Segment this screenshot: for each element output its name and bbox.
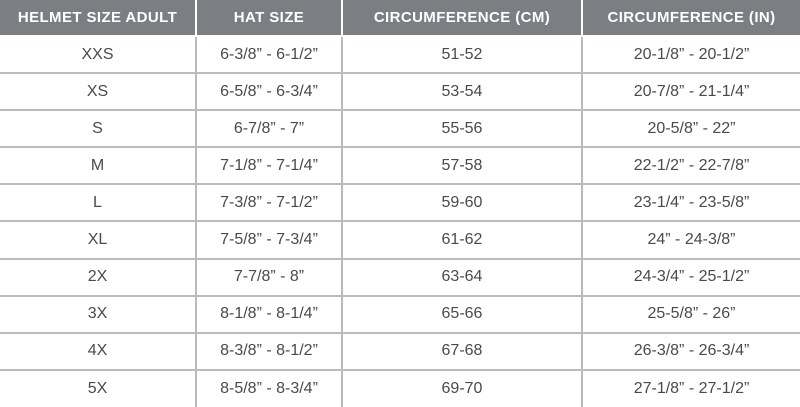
cell-helmet-size: XXS <box>0 36 196 73</box>
cell-helmet-size: 2X <box>0 259 196 296</box>
cell-circumference-in: 26-3/8” - 26-3/4” <box>582 333 800 370</box>
column-header-helmet-size-adult: HELMET SIZE ADULT <box>0 0 196 36</box>
cell-circumference-in: 24” - 24-3/8” <box>582 221 800 258</box>
cell-circumference-in: 20-1/8” - 20-1/2” <box>582 36 800 73</box>
cell-circumference-cm: 53-54 <box>342 73 582 110</box>
cell-circumference-in: 27-1/8” - 27-1/2” <box>582 370 800 407</box>
cell-hat-size: 7-7/8” - 8” <box>196 259 342 296</box>
table-row <box>0 36 800 73</box>
table-row <box>0 147 800 184</box>
cell-helmet-size: 3X <box>0 296 196 333</box>
table-row <box>0 184 800 221</box>
cell-circumference-in: 20-5/8” - 22” <box>582 110 800 147</box>
cell-circumference-cm: 59-60 <box>342 184 582 221</box>
cell-circumference-in: 23-1/4” - 23-5/8” <box>582 184 800 221</box>
cell-hat-size: 8-3/8” - 8-1/2” <box>196 333 342 370</box>
cell-helmet-size: 4X <box>0 333 196 370</box>
table-row <box>0 333 800 370</box>
cell-helmet-size: M <box>0 147 196 184</box>
cell-helmet-size: S <box>0 110 196 147</box>
table-body <box>0 36 800 407</box>
cell-hat-size: 7-1/8” - 7-1/4” <box>196 147 342 184</box>
table-header <box>0 0 800 36</box>
column-header-hat-size: HAT SIZE <box>196 0 342 36</box>
table-row <box>0 221 800 258</box>
table-row <box>0 259 800 296</box>
cell-circumference-cm: 57-58 <box>342 147 582 184</box>
table-row <box>0 296 800 333</box>
cell-hat-size: 6-7/8” - 7” <box>196 110 342 147</box>
cell-circumference-cm: 61-62 <box>342 221 582 258</box>
column-header-circumference-cm: CIRCUMFERENCE (CM) <box>342 0 582 36</box>
table-header-row <box>0 0 800 36</box>
cell-circumference-in: 24-3/4” - 25-1/2” <box>582 259 800 296</box>
cell-circumference-cm: 51-52 <box>342 36 582 73</box>
cell-hat-size: 7-5/8” - 7-3/4” <box>196 221 342 258</box>
table-row <box>0 110 800 147</box>
cell-circumference-cm: 67-68 <box>342 333 582 370</box>
cell-hat-size: 6-3/8” - 6-1/2” <box>196 36 342 73</box>
cell-circumference-cm: 69-70 <box>342 370 582 407</box>
cell-helmet-size: L <box>0 184 196 221</box>
column-header-circumference-in: CIRCUMFERENCE (IN) <box>582 0 800 36</box>
cell-helmet-size: XL <box>0 221 196 258</box>
cell-hat-size: 6-5/8” - 6-3/4” <box>196 73 342 110</box>
cell-circumference-in: 22-1/2” - 22-7/8” <box>582 147 800 184</box>
cell-helmet-size: XS <box>0 73 196 110</box>
cell-hat-size: 8-1/8” - 8-1/4” <box>196 296 342 333</box>
cell-hat-size: 8-5/8” - 8-3/4” <box>196 370 342 407</box>
table-row <box>0 370 800 407</box>
cell-circumference-in: 25-5/8” - 26” <box>582 296 800 333</box>
cell-hat-size: 7-3/8” - 7-1/2” <box>196 184 342 221</box>
cell-circumference-cm: 55-56 <box>342 110 582 147</box>
cell-circumference-cm: 63-64 <box>342 259 582 296</box>
table-row <box>0 73 800 110</box>
cell-circumference-in: 20-7/8” - 21-1/4” <box>582 73 800 110</box>
cell-circumference-cm: 65-66 <box>342 296 582 333</box>
cell-helmet-size: 5X <box>0 370 196 407</box>
